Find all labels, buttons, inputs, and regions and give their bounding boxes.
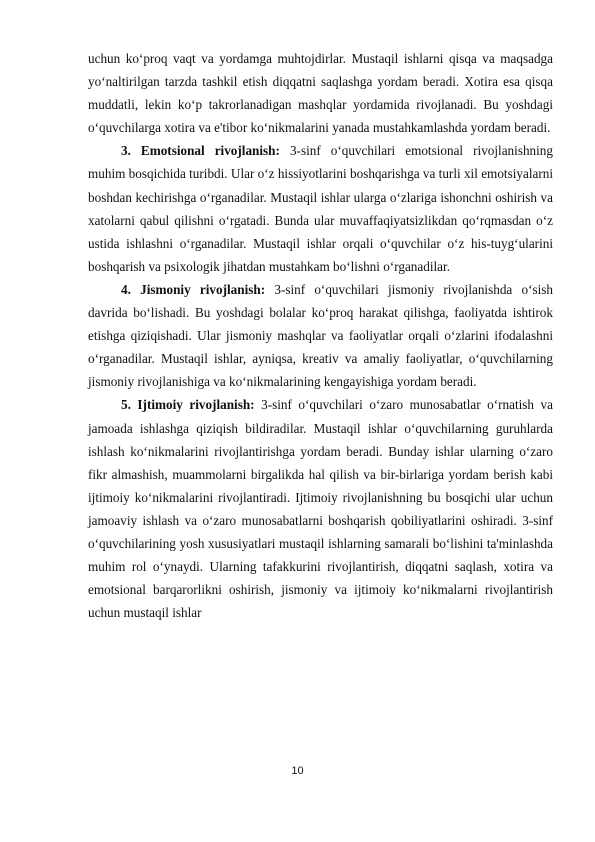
paragraph-heading: 4. Jismoniy rivojlanish:: [121, 281, 266, 297]
paragraph-social-development: [88, 393, 553, 624]
paragraph-physical-development: [88, 278, 553, 393]
paragraph-text: 3-sinf o‘quvchilari emotsional rivojlanishning muhim bosqichida turibdi. Ular o‘z hissiyotlarini boshqarishga va turli xil emotsiyalarni boshdan kechirishga o‘rganadilar. Mustaqil ishlar ularga o‘zlariga ishonchni oshirish va xatolarni qabul qilishni o‘rgatadi. Bunda ular muvaffaqiyatsizlikdan qo‘rqmasdan o‘z ustida ishlashni o‘rganadilar. Mustaqil ishlar orqali o‘quvchilar o‘z his-tuyg‘ularini boshqarish va psixologik jihatdan mustahkam bo‘lishni o‘rganadilar.: [88, 143, 553, 274]
page-number: 10: [291, 765, 304, 777]
paragraph-text: 3-sinf o‘quvchilari o‘zaro munosabatlar o‘rnatish va jamoada ishlashga qiziqish bildiradilar. Mustaqil ishlar o‘quvchilarning guruhlarda ishlash ko‘nikmalarini rivojlantirishga yordam beradi. Bunday ishlar ularning o‘zaro fikr almashish, muammolarni birgalikda hal qilish va bir-birlariga yordam berish kabi ijtimoiy ko‘nikmalarini rivojlantiradi. Ijtimoiy rivojlanishning bu bosqichi ular uchun jamoaviy ishlash va o‘zaro munosabatlarni boshqarish qobiliyatlarini oshiradi. 3-sinf o‘quvchilarining yosh xususiyatlari mustaqil ishlarning samarali bo‘lishini ta'minlashda muhim rol o‘ynaydi. Ularning tafakkurini rivojlantirish, diqqatni saqlash, xotira va emotsional barqarorlikni oshirish, jismoniy va ijtimoiy ko‘nikmalarni rivojlantirish uchun mustaqil ishlar: [88, 397, 553, 621]
paragraph-heading: 3. Emotsional rivojlanish:: [121, 143, 280, 159]
paragraph-text: uchun ko‘proq vaqt va yordamga muhtojdirlar. Mustaqil ishlarni qisqa va maqsadga yo‘naltirilgan tarzda tashkil etish diqqatni saqlashga yordam beradi. Xotira esa qisqa muddatli, lekin ko‘p takrorlanadigan mashqlar yordamida rivojlanadi. Bu yoshdagi o‘quvchilarga xotira va e'tibor ko‘nikmalarini yanada mustahkamlashda yordam beradi.: [88, 51, 553, 136]
paragraph-emotional-development: [88, 139, 553, 278]
paragraph-continuation: [88, 47, 553, 139]
paragraph-text: 3-sinf o‘quvchilari jismoniy rivojlanishda o‘sish davrida bo‘lishadi. Bu yoshdagi bolalar ko‘proq harakat qilishga, faoliyatda ishtirok etishga qiziqishadi. Ular jismoniy mashqlar va faoliyatlar orqali o‘zlarini ifodalashni o‘rganadilar. Mustaqil ishlar, ayniqsa, kreativ va amaliy faoliyatlar, o‘quvchilarning jismoniy rivojlanishiga va ko‘nikmalarining kengayishiga yordam beradi.: [88, 281, 553, 390]
paragraph-heading: 5. Ijtimoiy rivojlanish:: [121, 397, 255, 413]
document-page: [88, 47, 553, 624]
